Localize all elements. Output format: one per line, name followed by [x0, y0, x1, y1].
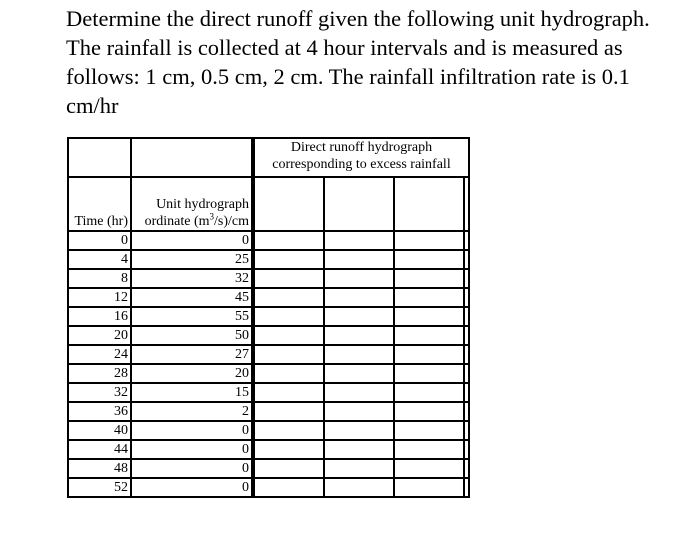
- direct-runoff-cell[interactable]: [325, 251, 395, 270]
- direct-runoff-cell[interactable]: [253, 441, 325, 460]
- time-cell: 32: [69, 384, 132, 403]
- time-cell: 0: [69, 232, 132, 251]
- direct-runoff-cell[interactable]: [395, 422, 465, 441]
- direct-runoff-cell[interactable]: [253, 232, 325, 251]
- table-row: [69, 346, 468, 365]
- table-header-row-bottom: [69, 178, 468, 232]
- time-cell: 36: [69, 403, 132, 422]
- ordinate-cell: 0: [132, 232, 253, 251]
- ordinate-cell: 55: [132, 308, 253, 327]
- direct-runoff-cell[interactable]: [395, 460, 465, 479]
- table-row: [69, 384, 468, 403]
- time-cell: 28: [69, 365, 132, 384]
- ordinate-cell: 50: [132, 327, 253, 346]
- direct-runoff-cell[interactable]: [253, 403, 325, 422]
- direct-runoff-cell[interactable]: [253, 460, 325, 479]
- direct-runoff-cell[interactable]: [395, 232, 465, 251]
- direct-runoff-cell[interactable]: [325, 308, 395, 327]
- direct-runoff-cell[interactable]: [325, 346, 395, 365]
- direct-runoff-cell[interactable]: [253, 422, 325, 441]
- direct-runoff-cell[interactable]: [325, 232, 395, 251]
- ordinate-cell: 0: [132, 422, 253, 441]
- ordinate-header: Unit hydrograph ordinate $(m^3/s)/cm$: [132, 178, 253, 232]
- direct-runoff-cell[interactable]: [395, 441, 465, 460]
- direct-runoff-cell[interactable]: [325, 178, 395, 232]
- direct-runoff-cell[interactable]: [395, 270, 465, 289]
- question-text: Determine the direct runoff given the following unit hydrograph. The rainfall is collected at 4 hour intervals and is measured as follows: 1 cm, 0.5 cm, 2 cm. The rainfall infiltration rate is 0.1 cm/hr: [66, 6, 650, 118]
- time-cell: 52: [69, 479, 132, 496]
- table-row: [69, 289, 468, 308]
- direct-runoff-cell[interactable]: [325, 327, 395, 346]
- direct-runoff-cell[interactable]: [395, 365, 465, 384]
- ordinate-cell: 25: [132, 251, 253, 270]
- direct-runoff-cell[interactable]: [253, 308, 325, 327]
- time-cell: 40: [69, 422, 132, 441]
- direct-runoff-cell[interactable]: [395, 403, 465, 422]
- direct-runoff-cell[interactable]: [253, 327, 325, 346]
- ordinate-cell: 45: [132, 289, 253, 308]
- time-cell: 16: [69, 308, 132, 327]
- direct-runoff-cell[interactable]: [395, 327, 465, 346]
- direct-runoff-cell[interactable]: [253, 479, 325, 496]
- direct-runoff-cell[interactable]: [325, 403, 395, 422]
- ordinate-cell: 2: [132, 403, 253, 422]
- ordinate-cell: 15: [132, 384, 253, 403]
- table-row: [69, 422, 468, 441]
- table-row: [69, 327, 468, 346]
- hydrograph-table: [67, 137, 470, 498]
- table-row: [69, 460, 468, 479]
- direct-runoff-cell[interactable]: [253, 384, 325, 403]
- table-row: [69, 479, 468, 496]
- direct-runoff-cell[interactable]: [325, 422, 395, 441]
- table-row: [69, 232, 468, 251]
- time-cell: 8: [69, 270, 132, 289]
- direct-runoff-cell[interactable]: [325, 441, 395, 460]
- direct-runoff-cell[interactable]: [395, 346, 465, 365]
- time-header: Time (hr): [69, 178, 132, 232]
- direct-runoff-cell[interactable]: [395, 289, 465, 308]
- table-row: [69, 365, 468, 384]
- direct-runoff-header: Direct runoff hydrograph corresponding to excess rainfall: [253, 139, 468, 178]
- direct-runoff-cell[interactable]: [395, 308, 465, 327]
- direct-runoff-cell[interactable]: [325, 270, 395, 289]
- direct-runoff-cell[interactable]: [325, 289, 395, 308]
- direct-runoff-cell[interactable]: [253, 289, 325, 308]
- direct-runoff-cell[interactable]: [325, 460, 395, 479]
- time-cell: 48: [69, 460, 132, 479]
- ordinate-cell: 20: [132, 365, 253, 384]
- direct-runoff-cell[interactable]: [395, 479, 465, 496]
- table-header-row-top: [69, 139, 468, 178]
- time-cell: 4: [69, 251, 132, 270]
- ordinate-cell: 27: [132, 346, 253, 365]
- table-row: [69, 270, 468, 289]
- direct-runoff-cell[interactable]: [253, 346, 325, 365]
- time-cell: 44: [69, 441, 132, 460]
- direct-runoff-cell[interactable]: [325, 479, 395, 496]
- direct-runoff-cell[interactable]: [253, 251, 325, 270]
- direct-runoff-cell[interactable]: [395, 251, 465, 270]
- ordinate-cell: 0: [132, 441, 253, 460]
- ordinate-cell: 0: [132, 460, 253, 479]
- table-row: [69, 251, 468, 270]
- table-row: [69, 403, 468, 422]
- time-cell: 24: [69, 346, 132, 365]
- time-cell: 12: [69, 289, 132, 308]
- direct-runoff-cell[interactable]: [395, 384, 465, 403]
- direct-runoff-cell[interactable]: [395, 178, 465, 232]
- direct-runoff-cell[interactable]: [253, 270, 325, 289]
- time-cell: 20: [69, 327, 132, 346]
- ordinate-cell: 0: [132, 479, 253, 496]
- table-row: [69, 308, 468, 327]
- direct-runoff-cell[interactable]: [253, 365, 325, 384]
- direct-runoff-cell[interactable]: [325, 384, 395, 403]
- ordinate-cell: 32: [132, 270, 253, 289]
- direct-runoff-cell[interactable]: [325, 365, 395, 384]
- table-row: [69, 441, 468, 460]
- direct-runoff-cell[interactable]: [253, 178, 325, 232]
